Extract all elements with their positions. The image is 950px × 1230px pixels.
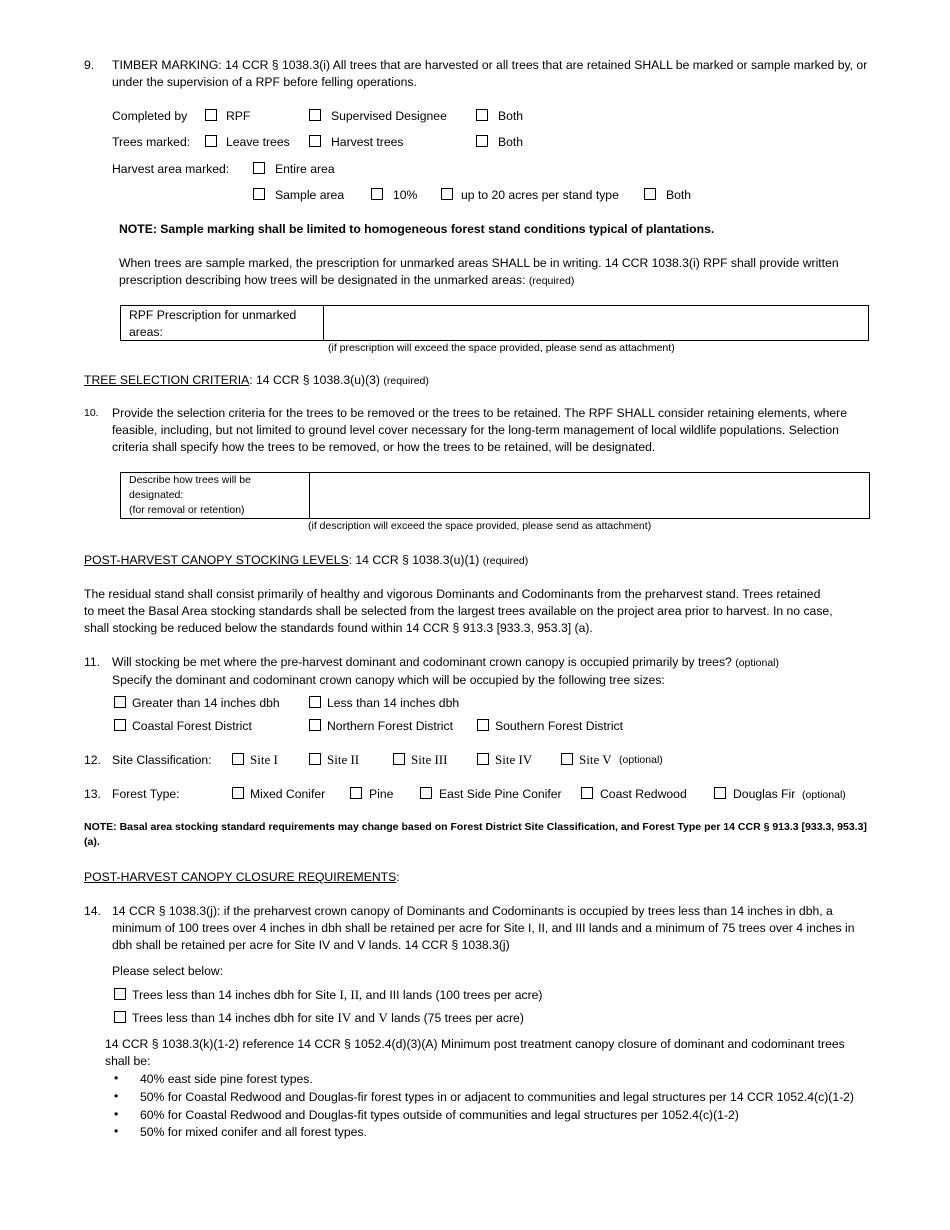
rpf-prescription-input[interactable]: [326, 307, 866, 339]
q14-line1: 14 CCR § 1038.3(j): if the preharvest crown canopy of Dominants and Codominants is occupied by trees less than 14 inches in dbh, a: [112, 904, 833, 918]
q14-number: 14.: [84, 904, 101, 918]
q14-line3: dbh shall be retained per acre for Site IV and V lands. 14 CCR § 1038.3(j): [112, 938, 510, 952]
bullet-dot: •: [114, 1124, 119, 1138]
site-optional: (optional): [619, 754, 663, 766]
stocking-para-line1: The residual stand shall consist primarily of healthy and vigorous Dominants and Codominants from the preharvest stand. Trees retained: [84, 587, 821, 601]
supervised-designee-label: Supervised Designee: [331, 109, 447, 123]
q10-number: 10.: [84, 407, 99, 419]
southern-district-checkbox[interactable]: [477, 719, 489, 731]
stocking-para-line2: to meet the Basal Area stocking standards shall be selected from the largest trees available on the project area prior to harvest. In no case,: [84, 604, 833, 618]
rpf-prescription-note: (if prescription will exceed the space provided, please send as attachment): [328, 342, 675, 354]
please-select-label: Please select below:: [112, 964, 224, 978]
selection-description-input[interactable]: [312, 474, 867, 517]
completed-both-checkbox[interactable]: [476, 109, 488, 121]
site-4-checkbox[interactable]: [477, 753, 489, 765]
greater-14-checkbox[interactable]: [114, 696, 126, 708]
q14-line2: minimum of 100 trees over 4 inches in dbh shall be retained per acre for Site I, II, and III lands and a minimum of 75 trees over 4 inches in: [112, 921, 855, 935]
completed-both-label: Both: [498, 109, 524, 123]
stocking-levels-heading: POST-HARVEST CANOPY STOCKING LEVELS: 14 CCR § 1038.3(u)(1) (required): [84, 553, 529, 567]
sample-area-label: Sample area: [275, 188, 345, 202]
trees-marked-both-label: Both: [498, 135, 524, 149]
canopy-bullet-item: 50% for Coastal Redwood and Douglas-fir forest types in or adjacent to communities and legal structures per 14 CCR 1052.4(c)(1-2): [140, 1090, 854, 1104]
mixed-conifer-label: Mixed Conifer: [250, 787, 326, 801]
site-classification-label: Site Classification:: [112, 753, 212, 767]
sample-prescription-line1: When trees are sample marked, the prescription for unmarked areas SHALL be in writing. 14 CCR 1038.3(i) RPF shall provide written: [119, 256, 839, 270]
coast-redwood-label: Coast Redwood: [600, 787, 687, 801]
rpf-prescription-divider: [323, 305, 324, 341]
rpf-label: RPF: [226, 109, 251, 123]
selection-description-divider: [309, 472, 310, 519]
canopy-closure-heading: POST-HARVEST CANOPY CLOSURE REQUIREMENTS:: [84, 870, 400, 884]
rpf-prescription-label2: areas:: [129, 325, 163, 339]
east-side-pine-checkbox[interactable]: [420, 787, 432, 799]
sample-marking-note: NOTE: Sample marking shall be limited to homogeneous forest stand conditions typical of plantations.: [119, 222, 715, 236]
site-4-label: Site IV: [495, 752, 533, 767]
site-5-checkbox[interactable]: [561, 753, 573, 765]
trees-marked-both-checkbox[interactable]: [476, 135, 488, 147]
trees-less-14-site-1-3-label: Trees less than 14 inches dbh for Site I, II, and III lands (100 trees per acre): [132, 987, 543, 1002]
canopy-bullet-item: 40% east side pine forest types.: [140, 1072, 313, 1086]
q11-number: 11.: [84, 655, 101, 669]
site-3-checkbox[interactable]: [393, 753, 405, 765]
coastal-district-label: Coastal Forest District: [132, 719, 252, 733]
site-2-checkbox[interactable]: [309, 753, 321, 765]
q10-line2: feasible, including, but not limited to ground level cover necessary for the long-term management of local wildlife populations. Selection: [112, 423, 839, 437]
southern-district-label: Southern Forest District: [495, 719, 624, 733]
q11-line1: Will stocking be met where the pre-harvest dominant and codominant crown canopy is occupied primarily by trees? (optional): [112, 655, 779, 669]
supervised-designee-checkbox[interactable]: [309, 109, 321, 121]
site-5-label: Site V: [579, 752, 612, 767]
q11-line2: Specify the dominant and codominant crown canopy which will be occupied by the following tree sizes:: [112, 673, 665, 687]
trees-less-14-site-1-3-checkbox[interactable]: [114, 988, 126, 1000]
q9-line1: TIMBER MARKING: 14 CCR § 1038.3(i) All trees that are harvested or all trees that are retained SHALL be marked or sample marked by, or: [112, 58, 868, 72]
leave-trees-checkbox[interactable]: [205, 135, 217, 147]
ten-percent-label: 10%: [393, 188, 418, 202]
site-1-label: Site I: [250, 752, 278, 767]
leave-trees-label: Leave trees: [226, 135, 290, 149]
completed-by-label: Completed by: [112, 109, 188, 123]
selection-description-label1: Describe how trees will be: [129, 474, 251, 486]
trees-less-14-site-4-5-label: Trees less than 14 inches dbh for site IV and V lands (75 trees per acre): [132, 1010, 524, 1025]
canopy-bullet-item: 60% for Coastal Redwood and Douglas-fit types outside of communities and legal structures per 1052.4(c)(1-2): [140, 1108, 739, 1122]
basal-note-line1: NOTE: Basal area stocking standard requirements may change based on Forest District Site Classification, and Forest Type per 14 CCR § 913.3 [933.3, 953.3]: [84, 821, 867, 833]
q12-number: 12.: [84, 753, 101, 767]
trees-marked-label: Trees marked:: [112, 135, 191, 149]
q9-number: 9.: [84, 58, 95, 72]
pine-checkbox[interactable]: [350, 787, 362, 799]
site-3-label: Site III: [411, 752, 448, 767]
harvest-area-label: Harvest area marked:: [112, 162, 230, 176]
forest-type-label: Forest Type:: [112, 787, 180, 801]
q9-line2: under the supervision of a RPF before felling operations.: [112, 75, 417, 89]
selection-description-note: (if description will exceed the space provided, please send as attachment): [308, 520, 652, 532]
canopy-ref-line2: shall be:: [105, 1054, 151, 1068]
coast-redwood-checkbox[interactable]: [581, 787, 593, 799]
site-2-label: Site II: [327, 752, 360, 767]
rpf-checkbox[interactable]: [205, 109, 217, 121]
harvest-area-both-checkbox[interactable]: [644, 188, 656, 200]
q13-number: 13.: [84, 787, 101, 801]
greater-14-label: Greater than 14 inches dbh: [132, 696, 280, 710]
douglas-fir-label: Douglas Fir: [733, 787, 796, 801]
bullet-dot: •: [114, 1089, 119, 1103]
selection-description-label2: designated:: [129, 489, 184, 501]
east-side-pine-label: East Side Pine Conifer: [439, 787, 562, 801]
douglas-fir-checkbox[interactable]: [714, 787, 726, 799]
canopy-bullet-item: 50% for mixed conifer and all forest types.: [140, 1125, 367, 1139]
entire-area-label: Entire area: [275, 162, 335, 176]
bullet-dot: •: [114, 1071, 119, 1085]
harvest-trees-label: Harvest trees: [331, 135, 404, 149]
sample-prescription-line2: prescription describing how trees will be designated in the unmarked areas: (required): [119, 273, 575, 287]
trees-less-14-site-4-5-checkbox[interactable]: [114, 1011, 126, 1023]
pine-label: Pine: [369, 787, 394, 801]
selection-description-label3: (for removal or retention): [129, 504, 245, 516]
stocking-para-line3: shall stocking be reduced below the standards found within 14 CCR § 913.3 [933.3, 953.3] (a).: [84, 621, 593, 635]
entire-area-checkbox[interactable]: [253, 162, 265, 174]
mixed-conifer-checkbox[interactable]: [232, 787, 244, 799]
q10-line3: criteria shall specify how the trees to be removed, or how the trees to be retained, will be designated.: [112, 440, 656, 454]
forest-type-optional: (optional): [802, 789, 846, 801]
ten-percent-checkbox[interactable]: [371, 188, 383, 200]
twenty-acres-checkbox[interactable]: [441, 188, 453, 200]
coastal-district-checkbox[interactable]: [114, 719, 126, 731]
canopy-ref-line1: 14 CCR § 1038.3(k)(1-2) reference 14 CCR § 1052.4(d)(3)(A) Minimum post treatment canopy closure of dominant and codominant trees: [105, 1037, 845, 1051]
less-14-label: Less than 14 inches dbh: [327, 696, 460, 710]
site-1-checkbox[interactable]: [232, 753, 244, 765]
northern-district-checkbox[interactable]: [309, 719, 321, 731]
bullet-dot: •: [114, 1107, 119, 1121]
tree-selection-heading: TREE SELECTION CRITERIA: 14 CCR § 1038.3(u)(3) (required): [84, 373, 429, 387]
harvest-area-both-label: Both: [666, 188, 692, 202]
harvest-trees-checkbox[interactable]: [309, 135, 321, 147]
sample-area-checkbox[interactable]: [253, 188, 265, 200]
rpf-prescription-label1: RPF Prescription for unmarked: [129, 308, 297, 322]
twenty-acres-label: up to 20 acres per stand type: [461, 188, 619, 202]
q10-line1: Provide the selection criteria for the trees to be removed or the trees to be retained. The RPF SHALL consider retaining elements, where: [112, 406, 848, 420]
basal-note-line2: (a).: [84, 836, 100, 848]
northern-district-label: Northern Forest District: [327, 719, 453, 733]
less-14-checkbox[interactable]: [309, 696, 321, 708]
